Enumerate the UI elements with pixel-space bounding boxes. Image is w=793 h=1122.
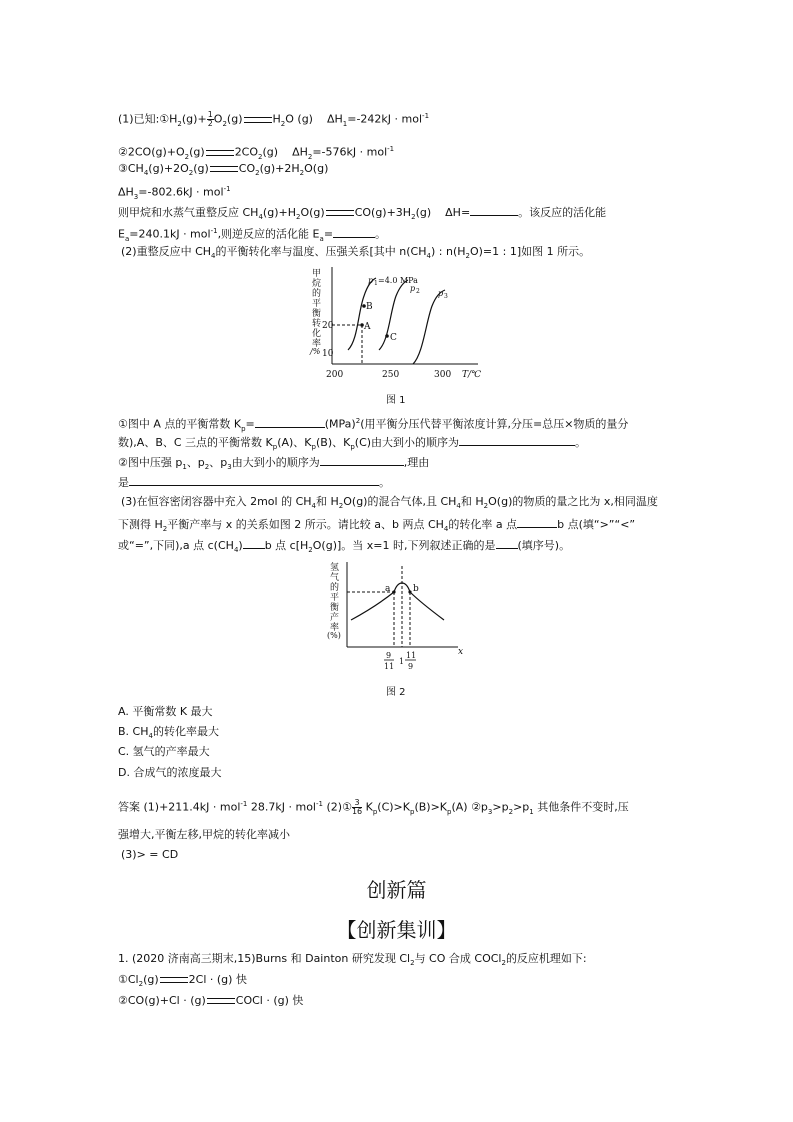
fig2-ylabel-char: 氢 xyxy=(330,563,340,573)
fig1-label-p3: p xyxy=(438,289,444,298)
answer-line-2: 强增大,平衡左移,甲烷的转化率减小 xyxy=(118,828,290,841)
fig2-ylabel-char: 平 xyxy=(330,593,340,603)
figure-2-caption: 图 2 xyxy=(386,687,406,698)
fig1-point-c xyxy=(385,334,389,338)
option-b: B. $CH_4$的转化率最大 xyxy=(118,725,219,741)
fig1-curve-p3 xyxy=(413,290,445,364)
fig1-ylabel-char: 转 xyxy=(312,319,322,329)
fig2-tick-1: 1 xyxy=(399,657,405,666)
option-a: A. 平衡常数 K 最大 xyxy=(118,705,213,718)
equilibrium-arrow xyxy=(244,117,272,123)
line-q2-reason: 是 。 xyxy=(118,476,390,489)
fig2-tick-9-11-num: 9 xyxy=(386,651,392,660)
fig1-ylabel-char: 衡 xyxy=(312,309,322,319)
answer-line: 答案 (1)+211.4kJ · mol$^{-1}$ 28.7kJ · mol$^{-1}$ (2)① $\frac{3}{16}$ $K_p(C)>K_p(B)>K_p(A)$ $②p_3>p_2>p_1$ 其他条件不变时,压 xyxy=(118,798,629,817)
svg-text:2: 2 xyxy=(416,288,420,295)
fig1-curve-p1 xyxy=(348,278,376,350)
line-given-3-dh: $\Delta H_3=-802.6kJ \cdot mol^{-1}$ xyxy=(118,185,231,201)
fig1-label-p1-value: =4.0 MPa xyxy=(378,276,418,285)
mechanism-step-1: $①Cl_2(g) 2Cl \cdot (g)$ 快 xyxy=(118,973,247,989)
line-q3-cont2: 或“=”,下同),a 点 $c(CH_4)$ b 点 $c[H_2O(g)]$。当 x=1 时,下列叙述正确的是 (填序号)。 xyxy=(118,539,571,555)
fig2-ylabel-char: 率 xyxy=(330,623,340,633)
answer-blank[interactable] xyxy=(496,537,518,549)
line-reforming: 则甲烷和水蒸气重整反应 $CH_4(g)+H_2O(g)$ $CO(g)+3H_2(g)$ ΔH= 。该反应的活化能 xyxy=(118,206,607,222)
fig1-ylabel-char: 的 xyxy=(312,289,322,299)
option-c: C. 氢气的产率最大 xyxy=(118,745,210,758)
fig2-ylabel-char: (%) xyxy=(327,631,341,640)
answer-blank[interactable] xyxy=(333,226,375,238)
fig1-xtick: 300 xyxy=(434,370,452,380)
answer-blank[interactable] xyxy=(243,537,265,549)
fig2-ylabel xyxy=(327,561,341,640)
fraction-half: $\frac{1}{2}$ xyxy=(207,110,213,129)
fig1-label-b: B xyxy=(366,302,373,312)
fig2-tick-9-11-den: 11 xyxy=(384,662,395,671)
fig1-ylabel-char: /% xyxy=(310,347,321,356)
fig2-ylabel-char: 的 xyxy=(330,583,340,593)
mechanism-step-2: ②CO(g)+Cl · (g) COCl · (g) 快 xyxy=(118,994,304,1007)
answer-blank[interactable] xyxy=(255,416,325,428)
answer-blank[interactable] xyxy=(459,434,575,446)
section-heading: 创新篇 xyxy=(366,878,427,902)
line-given-3: $③CH_4(g)+2O_2(g)$ $CO_2(g)+2H_2O(g)$ xyxy=(118,162,329,178)
svg-text:1: 1 xyxy=(374,280,378,287)
fig1-ylabel-char: 平 xyxy=(312,299,322,309)
answer-blank[interactable] xyxy=(470,204,518,216)
fig2-label-a: a xyxy=(385,584,391,594)
fig2-ylabel-char: 气 xyxy=(330,573,340,583)
answer-blank[interactable] xyxy=(320,454,404,466)
line-activation: $E_a=240.1kJ \cdot mol^{-1}$,则逆反应的活化能 $E_a=$ 。 xyxy=(118,227,387,243)
line-given-2: $②2CO(g)+O_2(g)$ $2CO_2(g)$ $\Delta H_2=-576kJ \cdot mol^{-1}$ xyxy=(118,145,395,161)
fig1-ylabel-char: 化 xyxy=(312,329,322,339)
fig1-ylabel xyxy=(309,268,321,356)
figure-2-chart xyxy=(318,558,468,674)
fig2-tick-11-9-num: 11 xyxy=(406,651,417,660)
fig1-ylabel-char: 烷 xyxy=(312,279,322,289)
fig2-tick-11-9-den: 9 xyxy=(408,662,414,671)
line-q3: (3)在恒容密闭容器中充入 2mol 的 $CH_4$和 $H_2O(g)$的混合气体,且 $CH_4$和 $H_2O(g)$的物质的量之比为 x,相同温度 xyxy=(121,495,658,511)
answer-blank[interactable] xyxy=(129,474,379,486)
figure-1-chart xyxy=(300,262,500,384)
problem-1-line: 1. (2020 济南高三期末,15)Burns 和 Dainton 研究发现 $Cl_2$与 CO 合成 COCl$_2$的反应机理如下: xyxy=(118,952,587,968)
fig2-point-a xyxy=(392,590,395,593)
fig1-label-c: C xyxy=(390,333,397,343)
fig1-ytick: 20 xyxy=(322,321,334,331)
answer-blank[interactable] xyxy=(517,516,557,528)
option-d: D. 合成气的浓度最大 xyxy=(118,766,222,779)
fig2-label-b: b xyxy=(413,584,419,594)
fig2-xlabel: x xyxy=(458,647,464,657)
fig1-ytick: 10 xyxy=(322,349,334,359)
line-q2: ②图中压强 $p_1$、$p_2$、$p_3$由大到小的顺序为 ,理由 xyxy=(118,456,430,472)
fig1-xtick: 250 xyxy=(382,370,400,380)
fig1-label-p1: p xyxy=(368,276,374,285)
fig1-ylabel-char: 率 xyxy=(312,339,322,349)
line-q1: ①图中 A 点的平衡常数 $K_p= (MPa)^2$(用平衡分压代替平衡浓度计算,分压=总压×物质的量分 xyxy=(118,417,629,433)
fig1-label-a: A xyxy=(364,322,371,332)
fraction-3-16: $\frac{3}{16}$ xyxy=(351,798,363,817)
fig2-point-b xyxy=(408,590,411,593)
fig2-ylabel-char: 产 xyxy=(330,613,340,623)
fig1-label-p2: p xyxy=(410,284,416,293)
line-given-1: (1)已知$:①H_2(g)+$ $\frac{1}{2}$ $O_2(g)$ $H_2O$ (g) $\Delta H_1=-242kJ \cdot mol^{-1}$ xyxy=(118,110,430,129)
fig2-ylabel-char: 衡 xyxy=(330,603,340,613)
line-part2: (2)重整反应中 $CH_4$的平衡转化率与温度、压强关系[其中 $n(CH_4)$ : $n(H_2O)=1$ : 1]如图 1 所示。 xyxy=(121,245,591,261)
fig1-xlabel: T/℃ xyxy=(462,370,482,380)
fig1-xtick: 200 xyxy=(326,370,344,380)
fig1-ylabel-char: 甲 xyxy=(312,269,322,279)
svg-text:3: 3 xyxy=(444,293,448,300)
figure-1-caption: 图 1 xyxy=(386,395,406,406)
answer-line-3: (3)> = CD xyxy=(121,848,179,861)
subsection-heading: 【创新集训】 xyxy=(336,918,457,942)
line-q1-cont: 数),A、B、C 三点的平衡常数 $K_p(A)$、$K_p(B)$、$K_p(C)$由大到小的顺序为 。 xyxy=(118,436,587,452)
fig2-curve xyxy=(351,583,444,620)
line-q3-cont: 下测得 $H_2$平衡产率与 x 的关系如图 2 所示。请比较 a、b 两点 $CH_4$的转化率 a 点 b 点(填“>”“<” xyxy=(118,518,636,534)
